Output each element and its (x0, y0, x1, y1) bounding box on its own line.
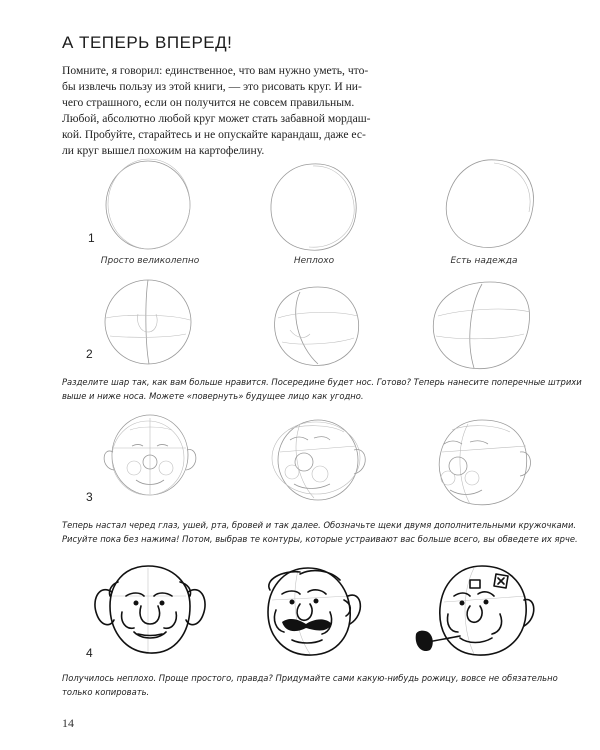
circle-ok (271, 164, 356, 250)
caption-line: только копировать. (62, 687, 150, 697)
step1-circles (106, 159, 533, 250)
divided-potato (433, 282, 530, 369)
intro-line: Помните, я говорил: единственное, что вам нужно уметь, что- (62, 64, 369, 77)
intro-line: бы извлечь пользу из этой книги, — это рисовать круг. И ни- (62, 80, 362, 93)
step-number: 1 (88, 231, 95, 245)
inked-face-bald-man (95, 566, 205, 653)
step2-divided-shapes (105, 280, 530, 369)
intro-line: ли круг вышел похожим на картофелину. (62, 144, 265, 157)
intro-line: кой. Пробуйте, старайтесь и не опускайте карандаш, даже ес- (62, 128, 366, 141)
circle-label: Есть надежда (450, 256, 518, 266)
caption-line: Теперь настал черед глаз, ушей, рта, бровей и так далее. Обозначьте щеки двумя дополнительными кружочками. (62, 520, 577, 530)
step3-sketched-faces (104, 415, 530, 505)
caption-line: выше и ниже носа. Можете «повернуть» будущее лицо как угодно. (62, 391, 364, 401)
intro-line: Любой, абсолютно любой круг может стать забавной мордаш- (62, 112, 371, 125)
step4-inked-faces (95, 566, 534, 655)
caption-line: Получилось неплохо. Проще простого, правда? Придумайте сами какую-нибудь рожицу, вовсе не обязательно (62, 673, 558, 683)
inked-face-mustache-man (268, 568, 360, 655)
circle-great (106, 159, 190, 249)
step4-caption (62, 671, 558, 699)
sketch-face-1 (104, 415, 196, 495)
divided-circle-2 (275, 287, 359, 365)
page-title: А ТЕПЕРЬ ВПЕРЕД! (62, 33, 233, 52)
caption-line: Рисуйте пока без нажима! Потом, выбрав те контуры, которые устраивают вас больше всего, вы обведете их ярче. (62, 534, 578, 544)
divided-circle-1 (105, 280, 191, 364)
circle-label: Просто великолепно (100, 256, 200, 266)
step3-caption (62, 518, 578, 546)
sketch-face-3 (439, 420, 530, 505)
step2-caption (62, 375, 582, 403)
inked-face-pipe-man (416, 566, 534, 655)
caption-line: Разделите шар так, как вам больше нравится. Посередине будет нос. Готово? Теперь нанесите поперечные штрихи (62, 377, 582, 387)
page-number: 14 (62, 716, 74, 730)
circle-label: Неплохо (293, 256, 335, 266)
step-number: 2 (86, 347, 93, 361)
intro-line: чего страшного, если он получится не совсем правильным. (62, 96, 355, 109)
step-number: 3 (86, 490, 93, 504)
sketch-face-2 (272, 420, 365, 500)
step-number: 4 (86, 646, 93, 660)
circle-hopeful (446, 160, 533, 248)
